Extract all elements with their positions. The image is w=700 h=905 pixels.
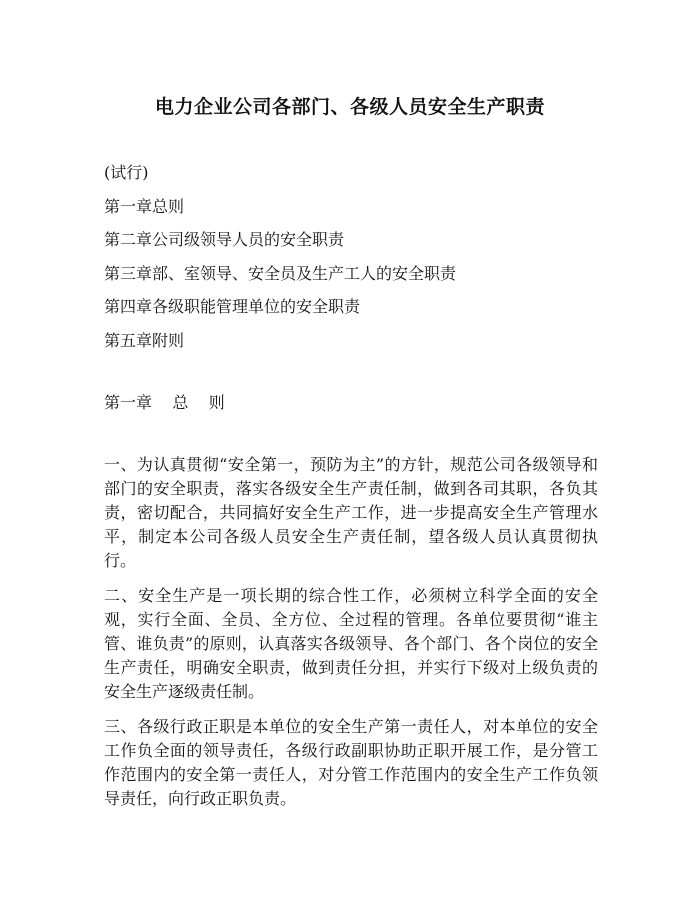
toc-chapter-4: 第四章各级职能管理单位的安全职责	[104, 297, 361, 316]
paragraph-2: 二、安全生产是一项长期的综合性工作，必须树立科学全面的安全观，实行全面、全员、全方位、全过程的管理。各单位要贯彻“谁主管、谁负责”的原则，认真落实各级领导、各个部门、各个岗位的安全生产责任，明确安全职责，做到责任分担，并实行下级对上级负责的安全生产逐级责任制。	[104, 586, 598, 701]
document-title: 电力企业公司各部门、各级人员安全生产职责	[154, 96, 545, 118]
paragraph-1: 一、为认真贯彻“安全第一，预防为主”的方针，规范公司各级领导和部门的安全职责，落实各级安全生产责任制，做到各司其职，各负其责，密切配合，共同搞好安全生产工作，进一步提高安全生产管理水平，制定本公司各级人员安全生产责任制，望各级人员认真贯彻执行。	[104, 455, 598, 570]
toc-chapter-3: 第三章部、室领导、安全员及生产工人的安全职责	[104, 263, 457, 283]
chapter-heading: 第一章 总 则	[104, 393, 225, 412]
toc-chapter-5: 第五章附则	[104, 330, 185, 350]
toc-chapter-2: 第二章公司级领导人员的安全职责	[104, 230, 345, 249]
paragraph-3: 三、各级行政正职是本单位的安全生产第一责任人，对本单位的安全工作负全面的领导责任，各级行政副职协助正职开展工作，是分管工作范围内的安全第一责任人，对分管工作范围内的安全生产工作负领导责任，向行政正职负责。	[104, 717, 598, 808]
table-of-contents	[104, 163, 604, 364]
toc-trial-note: (试行)	[104, 163, 149, 182]
toc-chapter-1: 第一章总则	[104, 196, 185, 216]
document-body	[104, 453, 598, 822]
